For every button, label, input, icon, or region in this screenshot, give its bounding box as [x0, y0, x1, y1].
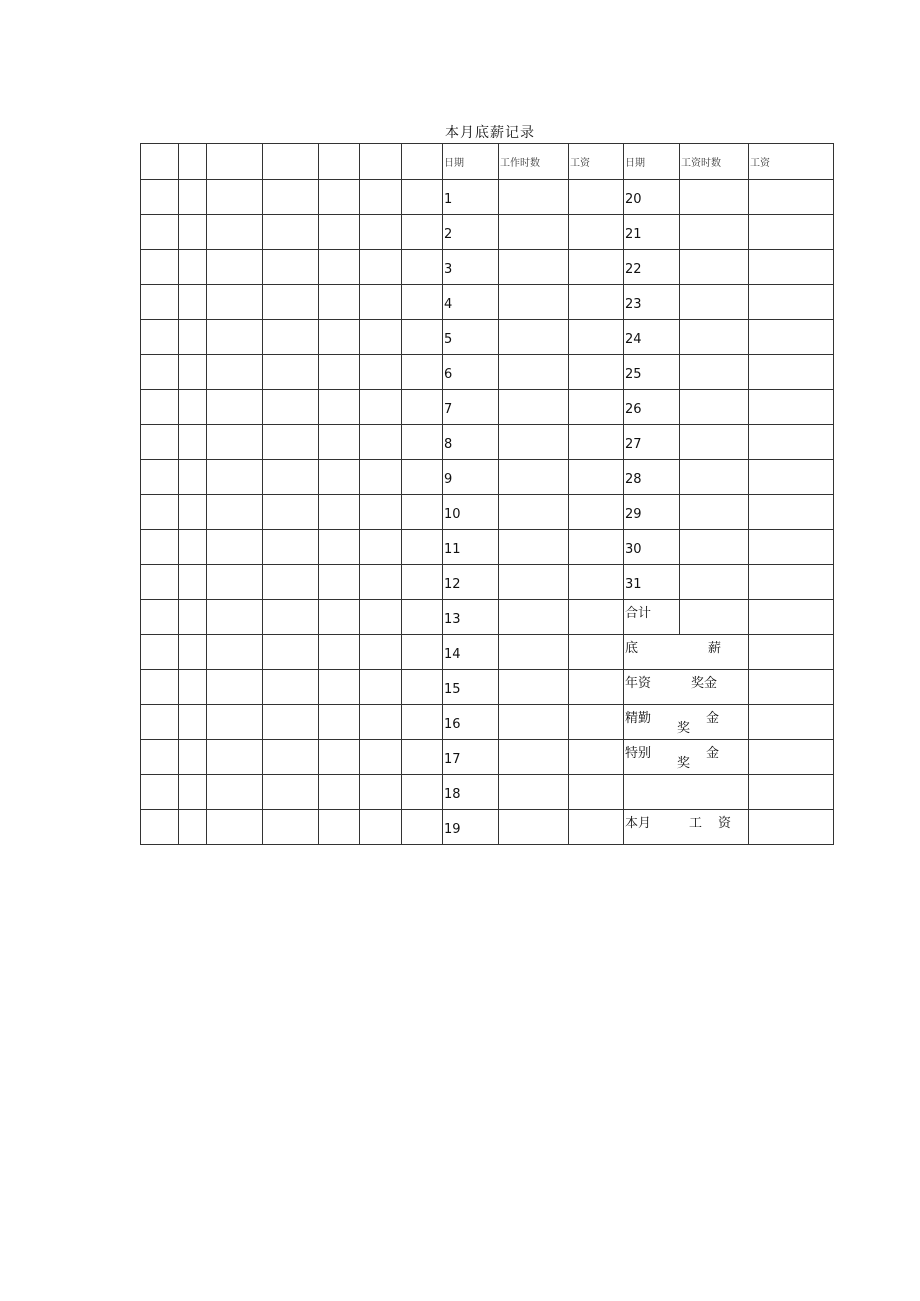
blank-cell — [207, 425, 263, 460]
wage-cell-right — [749, 425, 834, 460]
summary-special-a: 特别 — [625, 746, 652, 761]
blank-cell — [319, 565, 360, 600]
blank-cell — [207, 775, 263, 810]
blank-cell — [207, 565, 263, 600]
blank-cell — [207, 390, 263, 425]
hours-cell-right — [680, 320, 749, 355]
table-row — [141, 495, 834, 530]
blank-cell — [402, 495, 443, 530]
header-date-right: 日期 — [624, 144, 680, 180]
wage-cell-left — [569, 250, 624, 285]
hours-cell-left — [499, 810, 569, 845]
wage-cell-right — [749, 320, 834, 355]
blank-cell — [141, 565, 179, 600]
blank-cell — [207, 495, 263, 530]
blank-cell — [141, 215, 179, 250]
wage-cell-right — [749, 460, 834, 495]
blank-cell — [207, 810, 263, 845]
table-row — [141, 635, 834, 670]
blank-cell — [319, 495, 360, 530]
hours-cell-left — [499, 565, 569, 600]
date-cell-right: 27 — [624, 425, 680, 460]
blank-cell — [263, 565, 319, 600]
blank-cell — [263, 775, 319, 810]
blank-cell — [319, 810, 360, 845]
hours-cell-right — [680, 355, 749, 390]
blank-cell — [141, 390, 179, 425]
blank-cell — [402, 810, 443, 845]
blank-cell — [141, 705, 179, 740]
header-cell-blank — [141, 144, 179, 180]
blank-cell — [179, 425, 207, 460]
header-date-left: 日期 — [443, 144, 499, 180]
blank-cell — [141, 600, 179, 635]
date-cell-left: 7 — [443, 390, 499, 425]
blank-cell — [360, 635, 402, 670]
wage-cell-left — [569, 810, 624, 845]
blank-cell — [360, 810, 402, 845]
hours-cell-right — [680, 215, 749, 250]
blank-cell — [207, 740, 263, 775]
blank-cell — [179, 530, 207, 565]
hours-cell-left — [499, 775, 569, 810]
summary-label-cell — [624, 670, 749, 705]
blank-cell — [263, 810, 319, 845]
date-cell-left: 14 — [443, 635, 499, 670]
header-cell-blank — [360, 144, 402, 180]
summary-label-cell — [624, 775, 749, 810]
blank-cell — [207, 670, 263, 705]
table-row — [141, 600, 834, 635]
blank-cell — [319, 775, 360, 810]
blank-cell — [360, 285, 402, 320]
blank-cell — [263, 390, 319, 425]
summary-year-b: 奖金 — [691, 676, 718, 691]
blank-cell — [179, 180, 207, 215]
summary-month-a: 本月 — [625, 816, 652, 831]
wage-cell-right — [749, 285, 834, 320]
summary-value-cell — [749, 810, 834, 845]
hours-cell-right — [680, 425, 749, 460]
blank-cell — [141, 425, 179, 460]
table-row — [141, 425, 834, 460]
wage-cell-left — [569, 740, 624, 775]
date-cell-left: 4 — [443, 285, 499, 320]
wage-cell-left — [569, 215, 624, 250]
blank-cell — [402, 320, 443, 355]
blank-cell — [179, 460, 207, 495]
summary-base-a: 底 — [625, 641, 639, 656]
table-row — [141, 250, 834, 285]
blank-cell — [360, 355, 402, 390]
header-cell-blank — [263, 144, 319, 180]
blank-cell — [179, 390, 207, 425]
blank-cell — [179, 495, 207, 530]
blank-cell — [360, 600, 402, 635]
date-cell-right: 26 — [624, 390, 680, 425]
wage-cell-left — [569, 705, 624, 740]
blank-cell — [402, 355, 443, 390]
blank-cell — [179, 285, 207, 320]
header-cell-blank — [207, 144, 263, 180]
hours-cell-left — [499, 390, 569, 425]
blank-cell — [141, 250, 179, 285]
blank-cell — [360, 530, 402, 565]
blank-cell — [141, 670, 179, 705]
date-cell-left: 13 — [443, 600, 499, 635]
wage-cell-left — [569, 670, 624, 705]
blank-cell — [263, 460, 319, 495]
wage-cell-right — [749, 495, 834, 530]
blank-cell — [360, 250, 402, 285]
blank-cell — [402, 600, 443, 635]
hours-cell-left — [499, 740, 569, 775]
blank-cell — [179, 635, 207, 670]
header-hours-right: 工资时数 — [680, 144, 749, 180]
summary-value-cell — [749, 670, 834, 705]
summary-value-cell — [749, 635, 834, 670]
blank-cell — [402, 285, 443, 320]
summary-month-b: 工 — [689, 816, 703, 831]
blank-cell — [319, 460, 360, 495]
summary-value-cell — [749, 740, 834, 775]
blank-cell — [141, 495, 179, 530]
hours-cell-left — [499, 495, 569, 530]
date-cell-right: 25 — [624, 355, 680, 390]
date-cell-right: 30 — [624, 530, 680, 565]
wage-cell-left — [569, 600, 624, 635]
blank-cell — [319, 740, 360, 775]
date-cell-left: 5 — [443, 320, 499, 355]
wage-cell-right — [749, 565, 834, 600]
blank-cell — [263, 320, 319, 355]
blank-cell — [360, 425, 402, 460]
table-row — [141, 705, 834, 740]
blank-cell — [141, 740, 179, 775]
blank-cell — [207, 320, 263, 355]
blank-cell — [319, 425, 360, 460]
summary-hours-cell — [680, 600, 749, 635]
table-row — [141, 215, 834, 250]
summary-diligence-c: 金 — [706, 711, 720, 726]
blank-cell — [207, 355, 263, 390]
header-cell-blank — [319, 144, 360, 180]
blank-cell — [263, 250, 319, 285]
table-row — [141, 740, 834, 775]
blank-cell — [263, 635, 319, 670]
blank-cell — [319, 355, 360, 390]
hours-cell-right — [680, 530, 749, 565]
blank-cell — [402, 635, 443, 670]
blank-cell — [360, 215, 402, 250]
blank-cell — [179, 250, 207, 285]
summary-value-cell — [749, 600, 834, 635]
blank-cell — [263, 530, 319, 565]
blank-cell — [179, 600, 207, 635]
blank-cell — [179, 775, 207, 810]
table-row — [141, 285, 834, 320]
header-hours-left: 工作时数 — [499, 144, 569, 180]
wage-cell-left — [569, 180, 624, 215]
date-cell-right: 28 — [624, 460, 680, 495]
wage-cell-right — [749, 215, 834, 250]
blank-cell — [360, 670, 402, 705]
summary-value-cell — [749, 705, 834, 740]
summary-label-cell — [624, 600, 680, 635]
wage-cell-right — [749, 530, 834, 565]
blank-cell — [207, 600, 263, 635]
blank-cell — [141, 810, 179, 845]
wage-cell-left — [569, 355, 624, 390]
blank-cell — [360, 775, 402, 810]
wage-cell-left — [569, 495, 624, 530]
hours-cell-right — [680, 460, 749, 495]
hours-cell-left — [499, 425, 569, 460]
hours-cell-left — [499, 250, 569, 285]
wage-cell-left — [569, 390, 624, 425]
summary-special-b: 奖 — [677, 756, 691, 771]
blank-cell — [360, 390, 402, 425]
blank-cell — [141, 460, 179, 495]
summary-diligence-b: 奖 — [677, 721, 691, 736]
hours-cell-right — [680, 285, 749, 320]
blank-cell — [402, 180, 443, 215]
date-cell-right: 24 — [624, 320, 680, 355]
table-row — [141, 180, 834, 215]
summary-month-c: 资 — [718, 816, 732, 831]
summary-label-cell — [624, 810, 749, 845]
blank-cell — [141, 285, 179, 320]
hours-cell-left — [499, 320, 569, 355]
date-cell-left: 9 — [443, 460, 499, 495]
blank-cell — [263, 740, 319, 775]
summary-label-cell — [624, 740, 749, 775]
hours-cell-right — [680, 180, 749, 215]
blank-cell — [402, 425, 443, 460]
blank-cell — [319, 320, 360, 355]
blank-cell — [141, 635, 179, 670]
hours-cell-left — [499, 460, 569, 495]
blank-cell — [402, 390, 443, 425]
blank-cell — [402, 215, 443, 250]
hours-cell-left — [499, 180, 569, 215]
date-cell-left: 11 — [443, 530, 499, 565]
blank-cell — [360, 180, 402, 215]
date-cell-right: 29 — [624, 495, 680, 530]
hours-cell-right — [680, 495, 749, 530]
hours-cell-left — [499, 530, 569, 565]
date-cell-left: 17 — [443, 740, 499, 775]
blank-cell — [402, 565, 443, 600]
hours-cell-left — [499, 215, 569, 250]
table-row — [141, 775, 834, 810]
blank-cell — [207, 250, 263, 285]
blank-cell — [319, 180, 360, 215]
summary-total-label: 合计 — [625, 606, 652, 621]
wage-cell-left — [569, 635, 624, 670]
blank-cell — [263, 425, 319, 460]
blank-cell — [207, 180, 263, 215]
hours-cell-right — [680, 390, 749, 425]
table-row — [141, 460, 834, 495]
blank-cell — [360, 565, 402, 600]
date-cell-right: 31 — [624, 565, 680, 600]
wage-cell-right — [749, 250, 834, 285]
table-row — [141, 320, 834, 355]
date-cell-left: 12 — [443, 565, 499, 600]
date-cell-right: 23 — [624, 285, 680, 320]
blank-cell — [360, 705, 402, 740]
blank-cell — [179, 320, 207, 355]
blank-cell — [207, 460, 263, 495]
blank-cell — [319, 250, 360, 285]
blank-cell — [179, 670, 207, 705]
blank-cell — [402, 530, 443, 565]
hours-cell-left — [499, 600, 569, 635]
blank-cell — [263, 670, 319, 705]
date-cell-left: 1 — [443, 180, 499, 215]
summary-special-c: 金 — [706, 746, 720, 761]
blank-cell — [319, 670, 360, 705]
blank-cell — [141, 775, 179, 810]
summary-label-cell — [624, 705, 749, 740]
blank-cell — [207, 285, 263, 320]
table-row — [141, 810, 834, 845]
blank-cell — [402, 670, 443, 705]
summary-label-cell — [624, 635, 749, 670]
table-header-row — [141, 144, 834, 180]
blank-cell — [263, 355, 319, 390]
blank-cell — [179, 740, 207, 775]
blank-cell — [263, 495, 319, 530]
wage-cell-left — [569, 530, 624, 565]
blank-cell — [141, 320, 179, 355]
date-cell-left: 6 — [443, 355, 499, 390]
date-cell-right: 20 — [624, 180, 680, 215]
blank-cell — [360, 740, 402, 775]
blank-cell — [319, 635, 360, 670]
wage-cell-left — [569, 775, 624, 810]
date-cell-left: 16 — [443, 705, 499, 740]
blank-cell — [319, 600, 360, 635]
blank-cell — [360, 320, 402, 355]
header-cell-blank — [179, 144, 207, 180]
date-cell-left: 8 — [443, 425, 499, 460]
blank-cell — [179, 565, 207, 600]
summary-value-cell — [749, 775, 834, 810]
hours-cell-right — [680, 565, 749, 600]
wage-cell-left — [569, 425, 624, 460]
blank-cell — [319, 285, 360, 320]
table-row — [141, 530, 834, 565]
blank-cell — [263, 215, 319, 250]
hours-cell-left — [499, 355, 569, 390]
summary-diligence-a: 精勤 — [625, 711, 652, 726]
table-row — [141, 670, 834, 705]
blank-cell — [402, 250, 443, 285]
header-wage-right: 工资 — [749, 144, 834, 180]
blank-cell — [141, 530, 179, 565]
blank-cell — [263, 180, 319, 215]
blank-cell — [207, 635, 263, 670]
wage-cell-right — [749, 180, 834, 215]
blank-cell — [207, 215, 263, 250]
blank-cell — [263, 285, 319, 320]
blank-cell — [141, 355, 179, 390]
page-title: 本月底薪记录 — [445, 125, 535, 141]
summary-year-a: 年资 — [625, 676, 652, 691]
table-row — [141, 565, 834, 600]
blank-cell — [360, 495, 402, 530]
table-row — [141, 355, 834, 390]
header-wage-left: 工资 — [569, 144, 624, 180]
hours-cell-left — [499, 670, 569, 705]
blank-cell — [360, 460, 402, 495]
date-cell-left: 3 — [443, 250, 499, 285]
blank-cell — [179, 810, 207, 845]
blank-cell — [207, 530, 263, 565]
blank-cell — [402, 740, 443, 775]
date-cell-left: 19 — [443, 810, 499, 845]
summary-base-b: 薪 — [708, 641, 722, 656]
hours-cell-left — [499, 705, 569, 740]
blank-cell — [263, 600, 319, 635]
wage-cell-left — [569, 565, 624, 600]
date-cell-right: 21 — [624, 215, 680, 250]
blank-cell — [141, 180, 179, 215]
blank-cell — [319, 705, 360, 740]
wage-cell-left — [569, 285, 624, 320]
wage-cell-left — [569, 320, 624, 355]
blank-cell — [179, 215, 207, 250]
blank-cell — [207, 705, 263, 740]
blank-cell — [319, 530, 360, 565]
blank-cell — [263, 705, 319, 740]
blank-cell — [402, 775, 443, 810]
date-cell-left: 10 — [443, 495, 499, 530]
table-row — [141, 390, 834, 425]
salary-record-table — [140, 143, 834, 845]
header-cell-blank — [402, 144, 443, 180]
date-cell-left: 18 — [443, 775, 499, 810]
blank-cell — [179, 355, 207, 390]
blank-cell — [402, 705, 443, 740]
hours-cell-right — [680, 250, 749, 285]
blank-cell — [319, 390, 360, 425]
blank-cell — [402, 460, 443, 495]
blank-cell — [319, 215, 360, 250]
blank-cell — [179, 705, 207, 740]
hours-cell-left — [499, 285, 569, 320]
wage-cell-right — [749, 355, 834, 390]
wage-cell-left — [569, 460, 624, 495]
date-cell-left: 2 — [443, 215, 499, 250]
date-cell-right: 22 — [624, 250, 680, 285]
wage-cell-right — [749, 390, 834, 425]
hours-cell-left — [499, 635, 569, 670]
date-cell-left: 15 — [443, 670, 499, 705]
